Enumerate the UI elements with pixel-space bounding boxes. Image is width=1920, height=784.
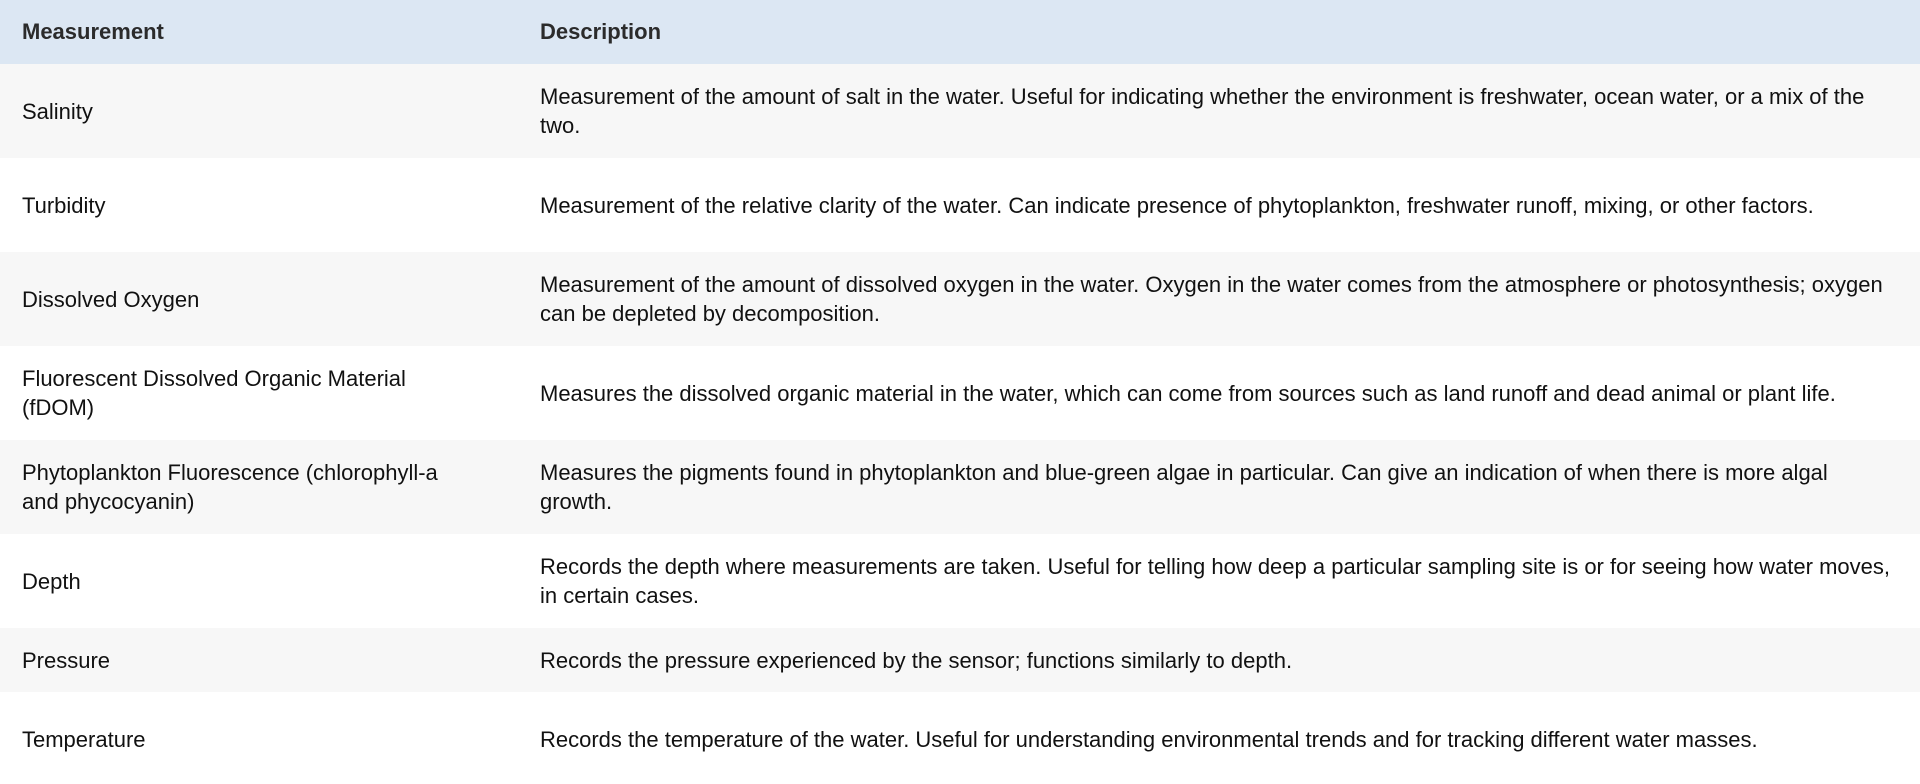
measurement-cell: Temperature — [22, 726, 146, 752]
table-row — [0, 692, 1920, 784]
description-cell: Measurement of the amount of salt in the water. Useful for indicating whether the environment is freshwater, ocean water, or a mix of the two. — [540, 84, 1865, 138]
description-cell: Measures the dissolved organic material in the water, which can come from sources such as land runoff and dead animal or plant life. — [540, 380, 1836, 406]
measurement-cell: Phytoplankton Fluorescence (chlorophyll-a and phycocyanin) — [22, 460, 438, 514]
measurement-cell: Pressure — [22, 647, 111, 673]
table-row — [0, 346, 1920, 440]
description-cell: Records the temperature of the water. Useful for understanding environmental trends and for tracking different water masses. — [540, 726, 1758, 752]
table-row — [0, 440, 1920, 534]
table-row — [0, 534, 1920, 628]
column-header-description: Description — [540, 19, 662, 44]
header-row — [0, 0, 1920, 64]
description-cell: Measures the pigments found in phytoplankton and blue-green algae in particular. Can give an indication of when there is more algal growth. — [540, 460, 1828, 514]
description-cell: Measurement of the relative clarity of the water. Can indicate presence of phytoplankton, freshwater runoff, mixing, or other factors. — [540, 192, 1814, 218]
description-cell: Records the pressure experienced by the sensor; functions similarly to depth. — [540, 647, 1293, 673]
table-row — [0, 64, 1920, 158]
table-row — [0, 158, 1920, 252]
measurement-cell: Fluorescent Dissolved Organic Material (fDOM) — [22, 366, 406, 420]
table-body — [0, 64, 1920, 784]
description-cell: Measurement of the amount of dissolved oxygen in the water. Oxygen in the water comes from the atmosphere or photosynthesis; oxygen can be depleted by decomposition. — [540, 272, 1883, 326]
measurement-cell: Salinity — [22, 98, 93, 124]
measurement-cell: Depth — [22, 568, 81, 594]
column-header-measurement: Measurement — [22, 19, 164, 44]
table-row — [0, 628, 1920, 692]
description-cell: Records the depth where measurements are taken. Useful for telling how deep a particular sampling site is or for seeing how water moves, in certain cases. — [540, 554, 1891, 608]
table-header — [0, 0, 1920, 64]
measurement-cell: Turbidity — [22, 192, 106, 218]
table-row — [0, 252, 1920, 346]
measurement-cell: Dissolved Oxygen — [22, 286, 200, 312]
